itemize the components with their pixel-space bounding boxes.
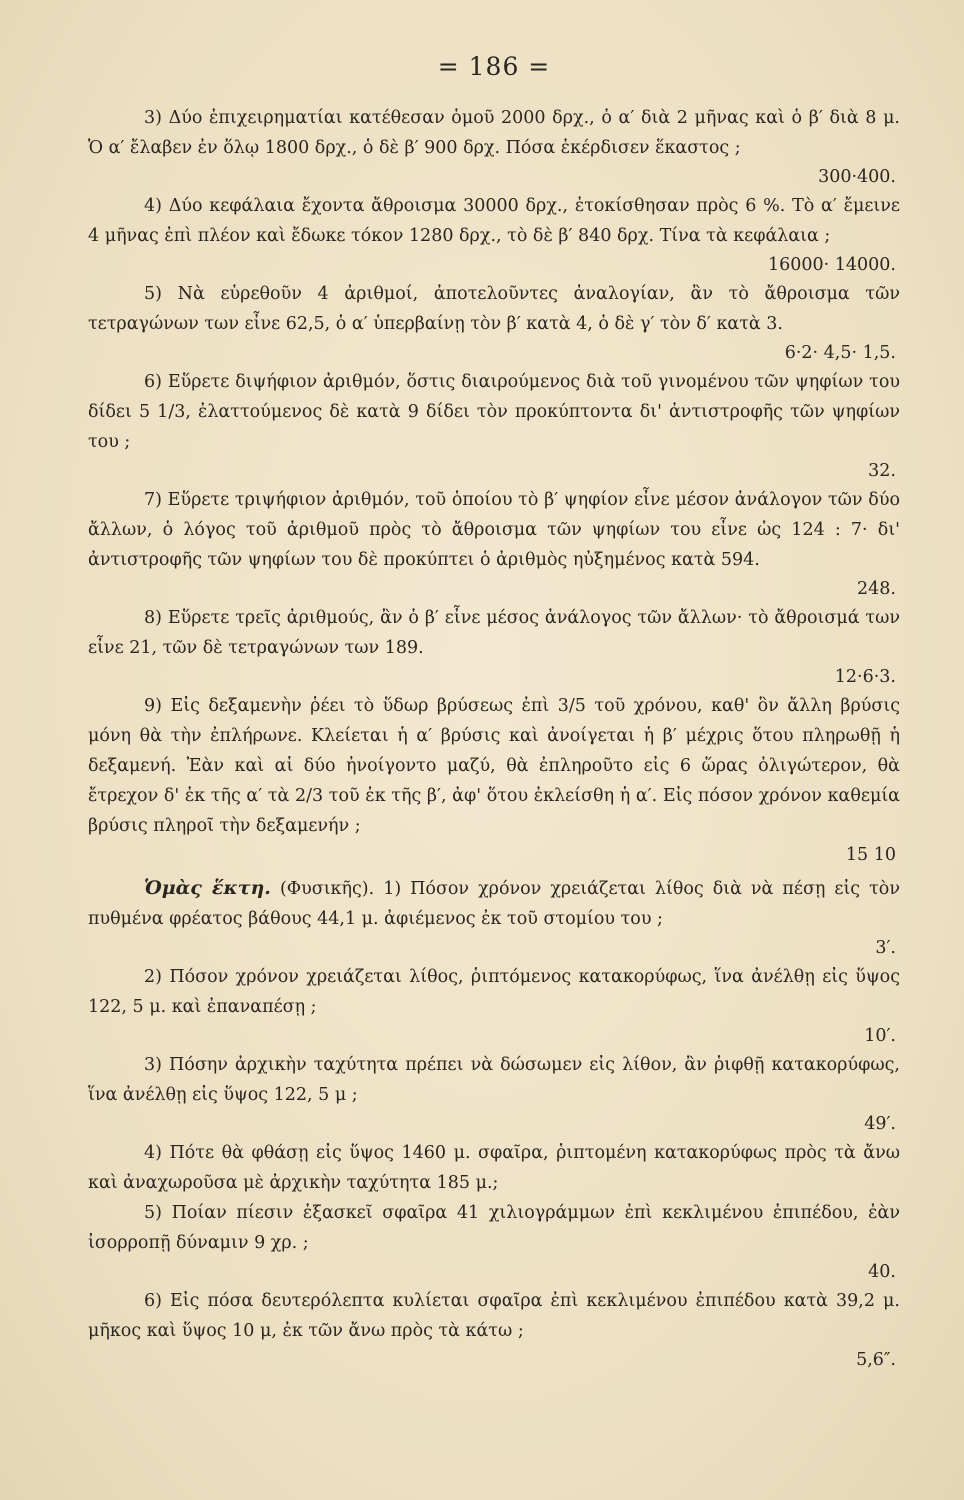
problem-text: 4) Δύο κεφάλαια ἔχοντα ἄθροισμα 30000 δρχ., ἐτοκίσθησαν πρὸς 6 %. Τὸ α′ ἔμεινε 4 μῆνας ἐπὶ πλέον καὶ ἔδωκε τόκον 1280 δρχ., τὸ δὲ β′ 840 δρχ. Τίνα τὰ κεφάλαια ;: [88, 196, 900, 246]
problem-text: 6) Εὕρετε διψήφιον ἀριθμόν, ὅστις διαιρούμενος διὰ τοῦ γινομένου τῶν ψηφίων του δίδει 5 1/3, ἐλαττούμενος δὲ κατὰ 9 δίδει τὸν προκύπτοντα δι' ἀντιστροφῆς τῶν ψηφίων του ;: [88, 372, 900, 452]
problem-answer: 5,6″.: [856, 1350, 896, 1370]
problem-answer: 248.: [857, 579, 896, 599]
problem-answer: 49′.: [864, 1114, 896, 1134]
problem-text: 3) Δύο ἐπιχειρηματίαι κατέθεσαν ὁμοῦ 2000 δρχ., ὁ α′ διὰ 2 μῆνας καὶ ὁ β′ διὰ 8 μ. Ὁ α′ ἔλαβεν ἐν ὅλῳ 1800 δρχ., ὁ δὲ β′ 900 δρχ. Πόσα ἐκέρδισεν ἕκαστος ;: [88, 108, 900, 158]
section-first-problem: [88, 873, 900, 934]
problem-text: 1) Πόσον χρόνον χρειάζεται λίθος διὰ νὰ πέσῃ εἰς τὸν πυθμένα φρέατος βάθους 44,1 μ. ἀφιέμενος ἐκ τοῦ στομίου του ;: [88, 879, 900, 929]
problem-9: [88, 691, 900, 869]
problem-text: 5) Νὰ εὑρεθοῦν 4 ἀριθμοί, ἀποτελοῦντες ἀναλογίαν, ἂν τὸ ἄθροισμα τῶν τετραγώνων των εἶνε 62,5, ὁ α′ ὑπερβαίνῃ τὸν β′ κατὰ 4, ὁ δὲ γ′ τὸν δ′ κατὰ 3.: [88, 284, 900, 334]
problem-text: 8) Εὕρετε τρεῖς ἀριθμούς, ἂν ὁ β′ εἶνε μέσος ἀνάλογος τῶν ἄλλων· τὸ ἄθροισμά των εἶνε 21, τῶν δὲ τετραγώνων των 189.: [88, 608, 900, 658]
problem-text: 4) Πότε θὰ φθάσῃ εἰς ὕψος 1460 μ. σφαῖρα, ῥιπτομένη κατακορύφως πρὸς τὰ ἄνω καὶ ἀναχωροῦσα μὲ ἀρχικὴν ταχύτητα 185 μ.;: [88, 1143, 900, 1193]
problem-answer: 300·400.: [818, 167, 896, 187]
problem-answer: 32.: [868, 461, 896, 481]
problem-answer: 6·2· 4,5· 1,5.: [784, 343, 896, 363]
problem-text: 7) Εὕρετε τριψήφιον ἀριθμόν, τοῦ ὁποίου τὸ β′ ψηφίον εἶνε μέσον ἀνάλογον τῶν δύο ἄλλων, ὁ λόγος τοῦ ἀριθμοῦ πρὸς τὸ ἄθροισμα τῶν ψηφίων του εἶνε ὡς 124 : 7· δι' ἀντιστροφῆς τῶν ψηφίων του δὲ προκύπτει ὁ ἀριθμὸς ηὐξημένος κατὰ 594.: [88, 490, 900, 570]
problem-6: [88, 367, 900, 485]
problem-7: [88, 485, 900, 603]
section-physics: [88, 873, 900, 1374]
problem-text: 6) Εἰς πόσα δευτερόλεπτα κυλίεται σφαῖρα ἐπὶ κεκλιμένου ἐπιπέδου κατὰ 39,2 μ. μῆκος καὶ ὕψος 10 μ, ἐκ τῶν ἄνω πρὸς τὰ κάτω ;: [88, 1291, 900, 1341]
problem-5: [88, 279, 900, 367]
page-number: = 186 =: [437, 52, 551, 81]
section-subject: (Φυσικῆς).: [279, 879, 375, 899]
problem-text: 2) Πόσον χρόνον χρειάζεται λίθος, ῥιπτόμενος κατακορύφως, ἵνα ἀνέλθῃ εἰς ὕψος 122, 5 μ. καὶ ἐπαναπέσῃ ;: [88, 967, 900, 1017]
problem-text: 3) Πόσην ἀρχικὴν ταχύτητα πρέπει νὰ δώσωμεν εἰς λίθον, ἂν ῥιφθῇ κατακορύφως, ἵνα ἀνέλθῃ εἰς ὕψος 122, 5 μ ;: [88, 1055, 900, 1105]
problem-answer: 40.: [868, 1262, 896, 1282]
section-heading: Ὁμὰς ἕκτη.: [144, 877, 271, 899]
problem-text: 9) Εἰς δεξαμενὴν ῥέει τὸ ὕδωρ βρύσεως ἐπὶ 3/5 τοῦ χρόνου, καθ' ὃν ἄλλη βρύσις μόνη θὰ τὴν ἐπλήρωνε. Κλείεται ἡ α′ βρύσις καὶ ἀνοίγεται ἡ β′ μέχρις ὅτου πληρωθῇ ἡ δεξαμενή. Ἐὰν καὶ αἱ δύο ἠνοίγοντο μαζύ, θὰ ἐπληροῦτο εἰς 6 ὥρας ὀλιγώτερον, θὰ ἔτρεχον δ' ἐκ τῆς α′ τὰ 2/3 τοῦ ἐκ τῆς β′, ἀφ' ὅτου ἐκλείσθη ἡ α′. Εἰς πόσον χρόνον καθεμία βρύσις πληροῖ τὴν δεξαμενήν ;: [88, 696, 900, 836]
problem-answer: 16000· 14000.: [767, 255, 896, 275]
problem-answer: 12·6·3.: [834, 667, 896, 687]
problem-8: [88, 603, 900, 691]
problem-3: [88, 103, 900, 191]
problem-answer: 3′.: [875, 938, 896, 958]
problem-text: 5) Ποίαν πίεσιν ἐξασκεῖ σφαῖρα 41 χιλιογράμμων ἐπὶ κεκλιμένου ἐπιπέδου, ἐὰν ἰσορροπῇ δύναμιν 9 χρ. ;: [88, 1203, 900, 1253]
problem-answer: 10′.: [864, 1026, 896, 1046]
problem-4: [88, 191, 900, 279]
problem-answer: 15 10: [845, 845, 896, 865]
